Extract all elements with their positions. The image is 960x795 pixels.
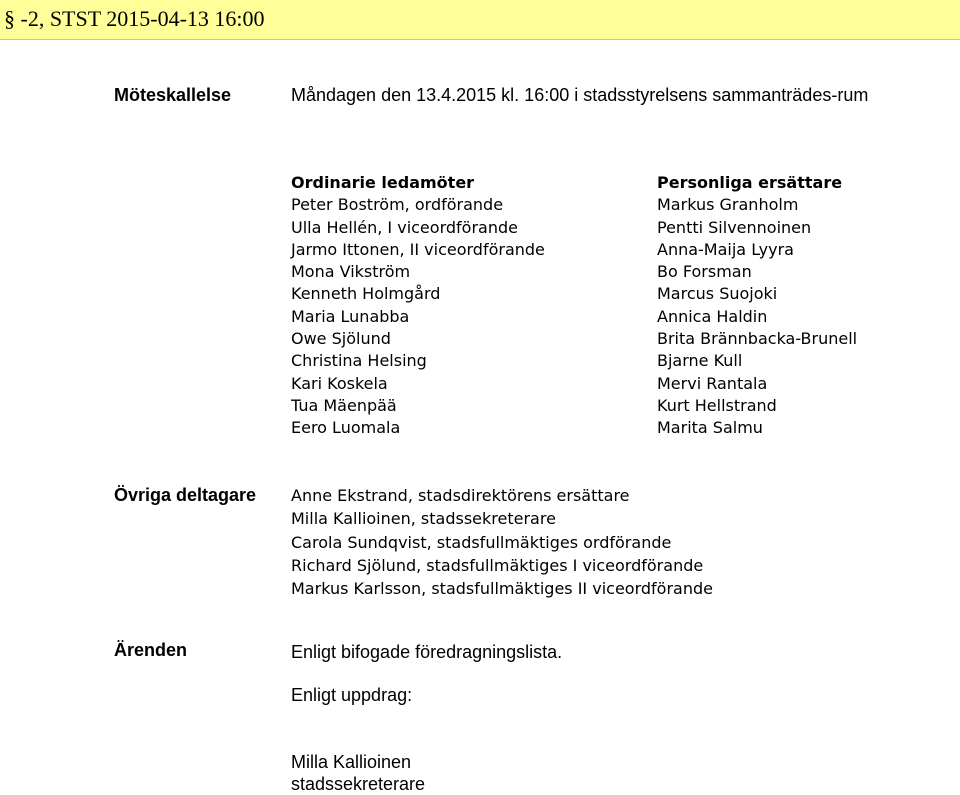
member-item: Kenneth Holmgård <box>291 284 441 304</box>
substitutes-heading: Personliga ersättare <box>657 173 843 192</box>
member-item: Mona Vikström <box>291 262 411 282</box>
member-item: Kari Koskela <box>291 373 388 393</box>
meeting-label: Möteskallelse <box>114 85 232 105</box>
participant-item: Anne Ekstrand, stadsdirektörens ersättare <box>291 486 630 505</box>
member-item: Eero Luomala <box>291 418 401 438</box>
member-item: Ulla Hellén, I viceordförande <box>291 217 518 237</box>
matters-text: Enligt bifogade föredragningslista. <box>291 642 563 662</box>
participant-item: Carola Sundqvist, stadsfullmäktiges ordförande <box>291 532 672 552</box>
member-item: Christina Helsing <box>291 351 427 371</box>
participant-item: Milla Kallioinen, stadssekreterare <box>291 509 556 529</box>
substitute-item: Pentti Silvennoinen <box>657 217 812 237</box>
member-item: Owe Sjölund <box>291 329 391 349</box>
signer-title: stadssekreterare <box>291 774 426 794</box>
member-item: Jarmo Ittonen, II viceordförande <box>291 239 545 259</box>
substitute-item: Anna-Maija Lyyra <box>657 239 794 259</box>
others-list <box>291 484 713 600</box>
substitute-item: Brita Brännbacka-Brunell <box>657 329 858 349</box>
matters-label: Ärenden <box>114 640 188 660</box>
substitute-item: Marita Salmu <box>657 418 763 438</box>
substitutes-column <box>657 172 857 440</box>
participant-item: Richard Sjölund, stadsfullmäktiges I viceordförande <box>291 555 704 575</box>
substitute-item: Marcus Suojoki <box>657 284 778 304</box>
substitute-item: Kurt Hellstrand <box>657 395 777 415</box>
member-item: Maria Lunabba <box>291 306 410 326</box>
signer-name: Milla Kallioinen <box>291 752 412 772</box>
substitute-item: Bo Forsman <box>657 262 752 282</box>
member-item: Peter Boström, ordförande <box>291 195 504 215</box>
members-heading: Ordinarie ledamöter <box>291 173 475 192</box>
document-header-title: § -2, STST 2015-04-13 16:00 <box>4 6 265 31</box>
substitute-item: Bjarne Kull <box>657 351 743 371</box>
assignment-text: Enligt uppdrag: <box>291 685 413 705</box>
substitute-item: Annica Haldin <box>657 306 768 326</box>
participant-item: Markus Karlsson, stadsfullmäktiges II viceordförande <box>291 579 713 599</box>
substitute-item: Mervi Rantala <box>657 373 768 393</box>
others-label: Övriga deltagare <box>114 485 257 505</box>
substitute-item: Markus Granholm <box>657 195 799 215</box>
meeting-text: Måndagen den 13.4.2015 kl. 16:00 i stadsstyrelsens sammanträdes-rum <box>291 85 869 105</box>
header-bar <box>0 0 960 40</box>
member-item: Tua Mäenpää <box>291 395 397 415</box>
members-column <box>291 172 545 440</box>
